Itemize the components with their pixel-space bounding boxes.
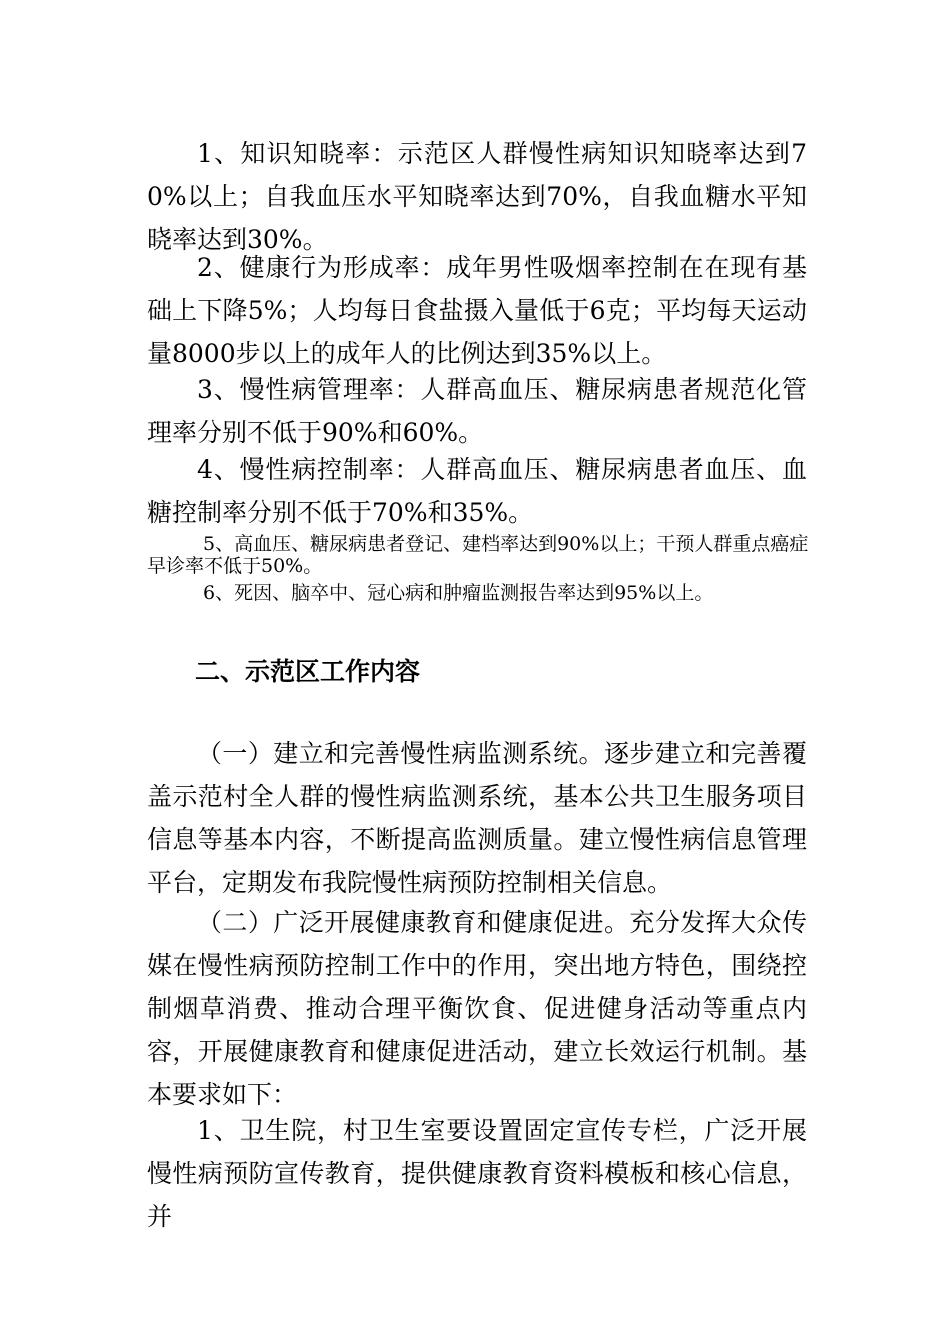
target-item-1: 1、知识知晓率：示范区人群慢性病知识知晓率达到70%以上；自我血压水平知晓率达到70%，自我血糖水平知晓率达到30%。 — [147, 139, 807, 254]
target-item-5: 5、高血压、糖尿病患者登记、建档率达到90%以上；干预人群重点癌症早诊率不低于50%。 — [147, 533, 809, 577]
target-item-4: 4、慢性病控制率：人群高血压、糖尿病患者血压、血糖控制率分别不低于70%和35%。 — [147, 455, 807, 527]
content-paragraph-3: 1、卫生院，村卫生室要设置固定宣传专栏，广泛开展慢性病预防宣传教育，提供健康教育资料模板和核心信息，并 — [147, 1116, 807, 1231]
target-item-3: 3、慢性病管理率：人群高血压、糖尿病患者规范化管理率分别不低于90%和60%。 — [147, 375, 807, 447]
target-item-6: 6、死因、脑卒中、冠心病和肿瘤监测报告率达到95%以上。 — [203, 582, 714, 604]
section-heading: 二、示范区工作内容 — [195, 657, 421, 686]
content-paragraph-1: （一）建立和完善慢性病监测系统。逐步建立和完善覆盖示范村全人群的慢性病监测系统，基本公共卫生服务项目信息等基本内容，不断提高监测质量。建立慢性病信息管理平台，定期发布我院慢性病预防控制相关信息。 — [147, 739, 807, 897]
content-paragraph-2: （二）广泛开展健康教育和健康促进。充分发挥大众传媒在慢性病预防控制工作中的作用，突出地方特色，围绕控制烟草消费、推动合理平衡饮食、促进健身活动等重点内容，开展健康教育和健康促进活动，建立长效运行机制。基本要求如下： — [147, 908, 807, 1109]
target-item-2: 2、健康行为形成率：成年男性吸烟率控制在在现有基础上下降5%；人均每日食盐摄入量低于6克；平均每天运动量8000步以上的成年人的比例达到35%以上。 — [147, 253, 807, 368]
